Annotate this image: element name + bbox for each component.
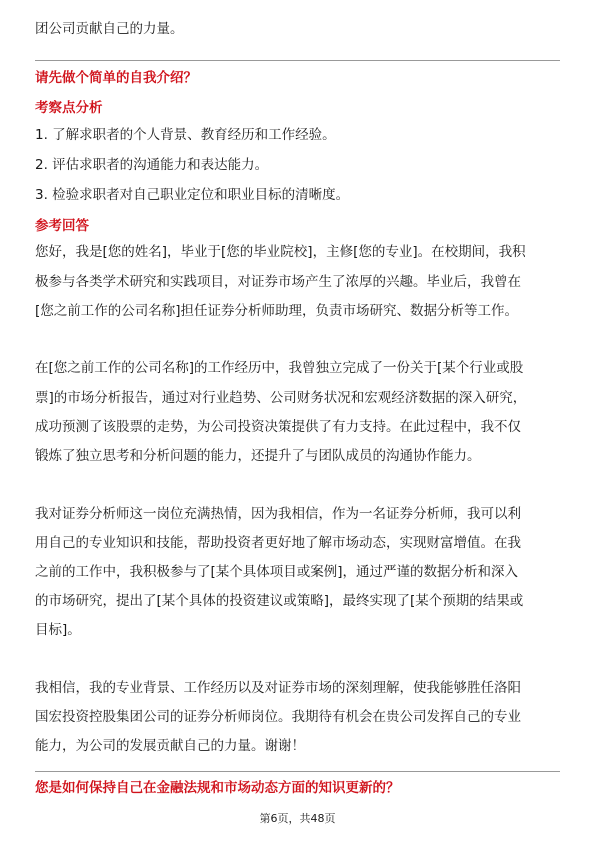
paragraph-line: 您好，我是[您的姓名]，毕业于[您的毕业院校]，主修[您的专业]。在校期间，我积 xyxy=(35,244,526,260)
analysis-item: 1. 了解求职者的个人背景、教育经历和工作经验。 xyxy=(35,127,336,143)
continued-text: 团公司贡献自己的力量。 xyxy=(35,21,184,37)
analysis-item: 2. 评估求职者的沟通能力和表达能力。 xyxy=(35,157,269,173)
section-divider xyxy=(35,60,560,61)
paragraph-line: 锻炼了独立思考和分析问题的能力，还提升了与团队成员的沟通协作能力。 xyxy=(35,448,481,464)
paragraph-line: 我对证券分析师这一岗位充满热情，因为我相信，作为一名证券分析师，我可以利 xyxy=(35,506,521,522)
question-title: 请先做个简单的自我介绍？ xyxy=(35,70,197,86)
paragraph-line: 之前的工作中，我积极参与了[某个具体项目或案例]，通过严谨的数据分析和深入 xyxy=(35,564,519,580)
page-number: 第6页，共48页 xyxy=(259,812,336,825)
next-question-title: 您是如何保持自己在金融法规和市场动态方面的知识更新的？ xyxy=(35,780,400,796)
paragraph-line: 票]的市场分析报告，通过对行业趋势、公司财务状况和宏观经济数据的深入研究， xyxy=(35,390,527,406)
analysis-heading: 考察点分析 xyxy=(35,100,103,116)
paragraph-line: [您之前工作的公司名称]担任证券分析师助理，负责市场研究、数据分析等工作。 xyxy=(35,303,519,319)
paragraph-line: 极参与各类学术研究和实践项目，对证券市场产生了浓厚的兴趣。毕业后，我曾在 xyxy=(35,274,521,290)
paragraph-line: 用自己的专业知识和技能，帮助投资者更好地了解市场动态，实现财富增值。在我 xyxy=(35,535,521,551)
section-divider xyxy=(35,771,560,772)
paragraph-line: 国宏投资控股集团公司的证券分析师岗位。我期待有机会在贵公司发挥自己的专业 xyxy=(35,709,521,725)
paragraph-line: 目标]。 xyxy=(35,622,81,638)
paragraph-line: 能力，为公司的发展贡献自己的力量。谢谢！ xyxy=(35,738,305,754)
analysis-item: 3. 检验求职者对自己职业定位和职业目标的清晰度。 xyxy=(35,187,350,203)
paragraph-line: 成功预测了该股票的走势，为公司投资决策提供了有力支持。在此过程中，我不仅 xyxy=(35,419,521,435)
paragraph-line: 我相信，我的专业背景、工作经历以及对证券市场的深刻理解，使我能够胜任洛阳 xyxy=(35,680,521,696)
paragraph-line: 的市场研究，提出了[某个具体的投资建议或策略]，最终实现了[某个预期的结果或 xyxy=(35,593,524,609)
answer-heading: 参考回答 xyxy=(35,218,89,234)
paragraph-line: 在[您之前工作的公司名称]的工作经历中，我曾独立完成了一份关于[某个行业或股 xyxy=(35,360,524,376)
